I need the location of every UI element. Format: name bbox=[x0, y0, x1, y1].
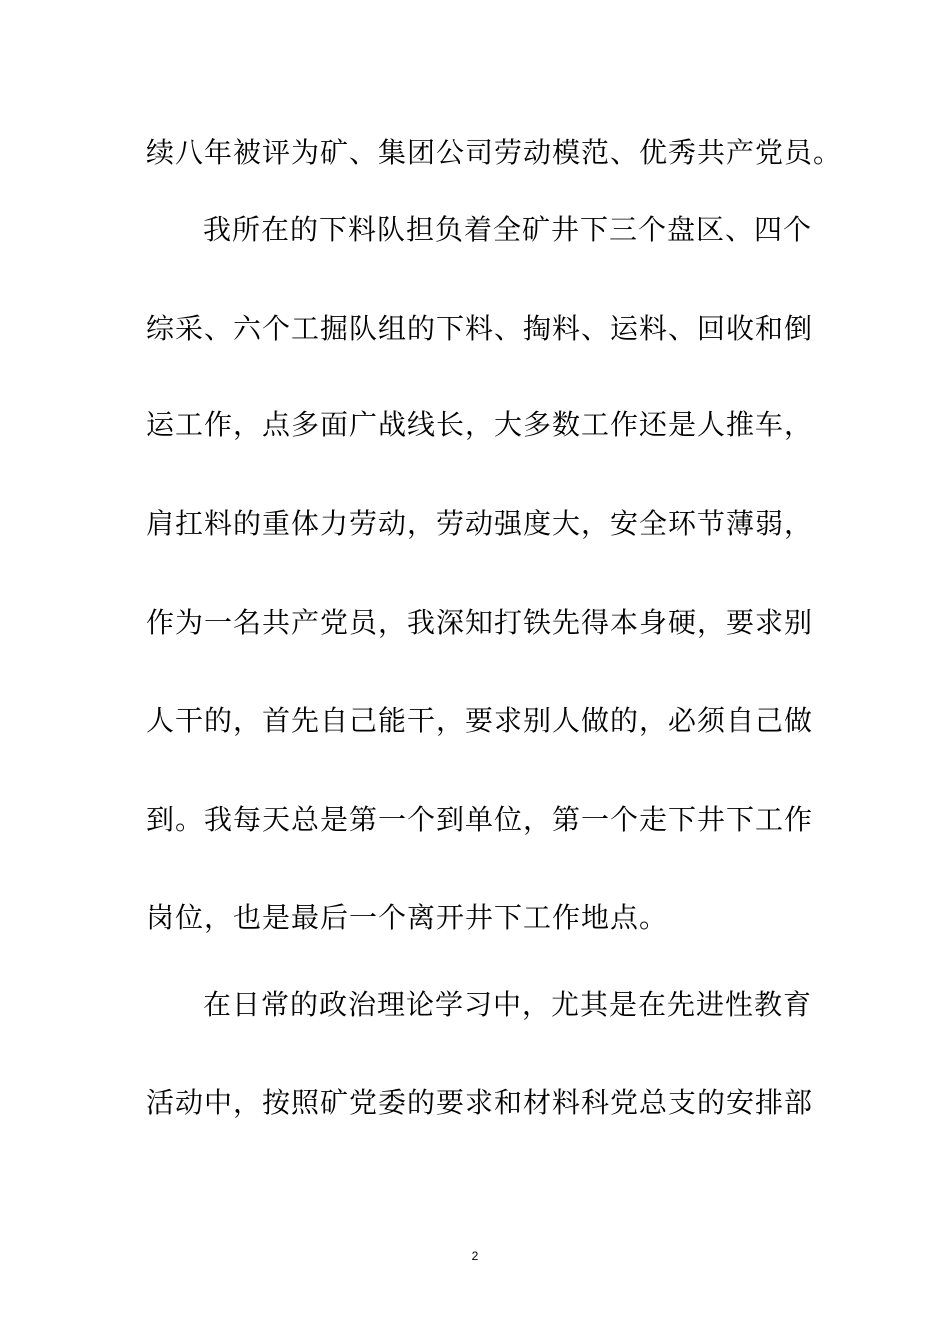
paragraph-start-line: 我所在的下料队担负着全矿井下三个盘区、四个 bbox=[203, 213, 813, 246]
text-line-9: 岗位，也是最后一个离开井下工作地点。 bbox=[146, 901, 669, 934]
text-line-8: 到。我每天总是第一个到单位，第一个走下井下工作 bbox=[146, 803, 814, 836]
paragraph-start-line: 在日常的政治理论学习中，尤其是在先进性教育 bbox=[203, 988, 813, 1021]
text-line-7: 人干的，首先自己能干，要求别人做的，必须自己做 bbox=[146, 704, 814, 737]
text-line-1: 续八年被评为矿、集团公司劳动模范、优秀共产党员。 bbox=[146, 136, 843, 169]
text-line-4: 运工作，点多面广战线长，大多数工作还是人推车， bbox=[146, 408, 814, 441]
page-number: 2 bbox=[471, 1249, 479, 1263]
text-line-3: 综采、六个工掘队组的下料、掏料、运料、回收和倒 bbox=[146, 312, 814, 345]
text-line-11: 活动中，按照矿党委的要求和材料科党总支的安排部 bbox=[146, 1086, 814, 1119]
text-line-6: 作为一名共产党员，我深知打铁先得本身硬，要求别 bbox=[146, 606, 814, 639]
text-line-5: 肩扛料的重体力劳动，劳动强度大，安全环节薄弱， bbox=[146, 507, 814, 540]
